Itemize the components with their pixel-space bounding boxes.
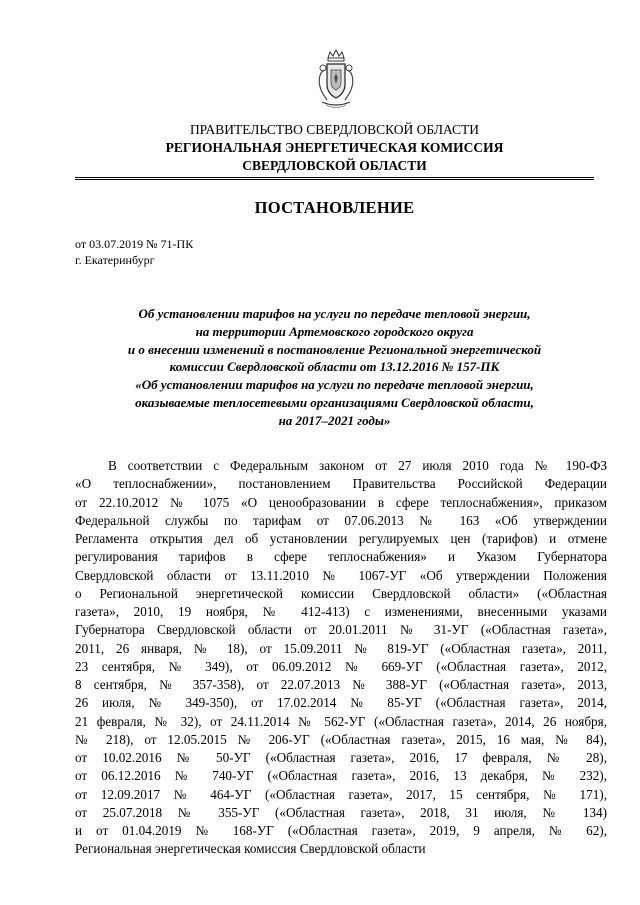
body-line: 8 сентября, № 357-358), от 22.07.2013 № 388-УГ («Областная газета», 2013, xyxy=(75,677,607,692)
header-divider xyxy=(75,177,594,178)
body-line: 21 февраля, № 32), от 24.11.2014 № 562-УГ («Областная газета», 2014, 26 ноября, xyxy=(75,713,607,729)
header-divider-second xyxy=(75,179,594,180)
document-type-title: ПОСТАНОВЛЕНИЕ xyxy=(254,198,415,217)
subject-line: на территории Артемовского городского округа xyxy=(195,323,474,339)
commission-name-line1: РЕГИОНАЛЬНАЯ ЭНЕРГЕТИЧЕСКАЯ КОМИССИЯ xyxy=(165,140,504,155)
body-line: о Региональной энергетической комиссии Свердловской области» («Областная xyxy=(75,585,607,601)
subject-line: Об установлении тарифов на услуги по передаче тепловой энергии, xyxy=(138,306,531,321)
body-line: от 10.02.2016 № 50-УГ («Областная газета», 2016, 17 февраля, № 28), xyxy=(75,750,607,765)
body-line: Региональная энергетическая комиссия Свердловской области xyxy=(75,841,426,857)
subject-line: оказываемые теплосетевыми организациями Свердловской области, xyxy=(135,394,534,410)
body-line: Губернатора Свердловской области от 20.01.2011 № 31-УГ («Областная газета», xyxy=(75,622,607,638)
coat-of-arms-icon xyxy=(314,48,358,110)
document-body xyxy=(75,457,607,859)
body-line: В соответствии с Федеральным законом от 27 июля 2010 года № 190-ФЗ xyxy=(108,458,607,473)
body-line: газета», 2010, 19 ноября, № 412-413) с изменениями, внесенными указами xyxy=(75,604,607,619)
body-line: Регламента открытия дел об установлении регулируемых цен (тарифов) и отмене xyxy=(75,531,607,546)
document-city: г. Екатеринбург xyxy=(75,253,155,267)
body-line: № 218), от 12.05.2015 № 206-УГ («Областная газета», 2015, 16 мая, № 84), xyxy=(75,731,607,747)
body-line: от 12.09.2017 № 464-УГ («Областная газета», 2017, 15 сентября, № 171), xyxy=(75,786,607,802)
body-line: регулирования тарифов в сфере теплоснабжения» и Указом Губернатора xyxy=(75,549,607,565)
body-line: 26 июля, № 349-350), от 17.02.2014 № 85-УГ («Областная газета», 2014, xyxy=(75,695,607,711)
document-subject xyxy=(75,305,594,430)
body-line: от 06.12.2016 № 740-УГ («Областная газета», 2016, 13 декабря, № 232), xyxy=(75,768,607,784)
government-name: ПРАВИТЕЛЬСТВО СВЕРДЛОВСКОЙ ОБЛАСТИ xyxy=(189,122,480,137)
body-line: «О теплоснабжении», постановлением Правительства Российской Федерации xyxy=(75,476,607,492)
body-line: от 22.10.2012 № 1075 «О ценообразовании в сфере теплоснабжения», приказом xyxy=(75,494,607,510)
subject-line: «Об установлении тарифов на услуги по передаче тепловой энергии, xyxy=(135,377,534,393)
body-line: от 25.07.2018 № 355-УГ («Областная газета», 2018, 31 июля, № 134) xyxy=(75,804,607,820)
subject-line: на 2017–2021 годы» xyxy=(278,412,391,428)
document-date-number: от 03.07.2019 № 71-ПК xyxy=(75,237,194,251)
body-line: 23 сентября, № 349), от 06.09.2012 № 669-УГ («Областная газета», 2012, xyxy=(75,658,607,674)
subject-line: комиссии Свердловской области от 13.12.2016 № 157-ПК xyxy=(169,359,500,375)
body-line: Федеральной службы по тарифам от 07.06.2013 № 163 «Об утверждении xyxy=(75,512,607,528)
body-line: 2011, 26 января, № 18), от 15.09.2011 № 819-УГ («Областная газета», 2011, xyxy=(75,640,607,656)
commission-name-line2: СВЕРДЛОВСКОЙ ОБЛАСТИ xyxy=(242,158,427,173)
subject-line: и о внесении изменений в постановление Региональной энергетической xyxy=(127,341,542,357)
body-line: Свердловской области от 13.11.2010 № 1067-УГ «Об утверждении Положения xyxy=(75,567,607,583)
body-line: и от 01.04.2019 № 168-УГ («Областная газета», 2019, 9 апреля, № 62), xyxy=(75,823,607,838)
